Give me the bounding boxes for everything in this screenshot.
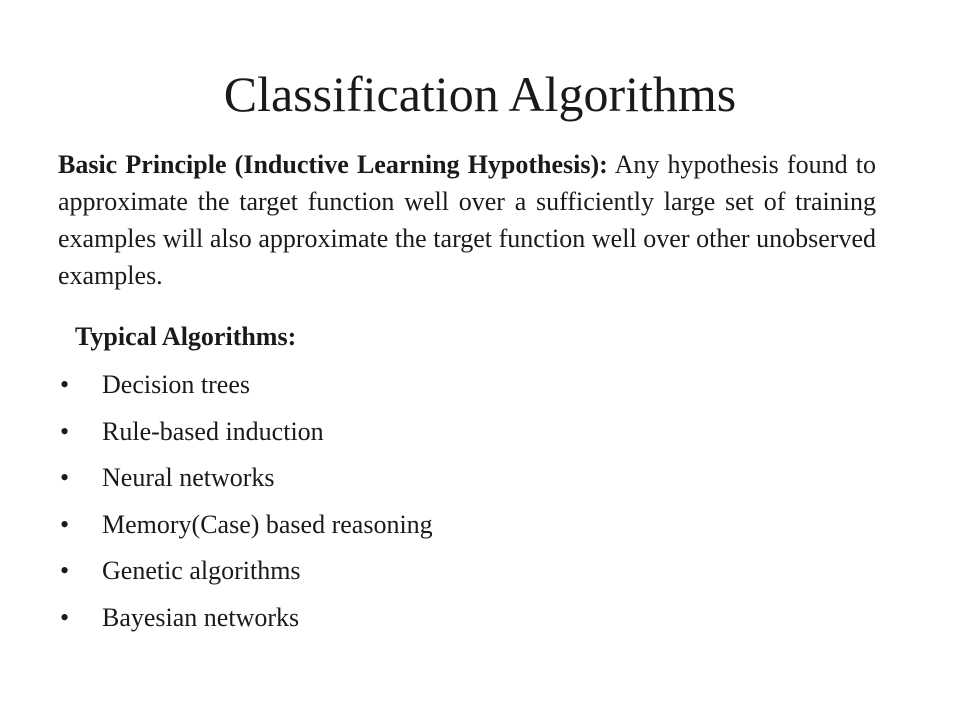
- algorithm-label: Genetic algorithms: [102, 556, 301, 585]
- algorithm-label: Neural networks: [102, 463, 275, 492]
- algorithm-label: Decision trees: [102, 370, 251, 399]
- bullet-icon: •: [60, 463, 70, 492]
- principle-body: Any hypothesis found to approximate the target function well over a sufficiently large set of training examples will also approximate the target function well over other unobserved examples.: [58, 150, 876, 290]
- algorithm-label: Memory(Case) based reasoning: [102, 509, 433, 539]
- principle-lead: Basic Principle (Inductive Learning Hypothesis):: [58, 150, 608, 179]
- principle-paragraph: [58, 146, 876, 294]
- bullet-icon: •: [60, 556, 70, 585]
- bullet-icon: •: [60, 602, 70, 632]
- algorithm-label: Bayesian networks: [102, 602, 300, 632]
- bullet-icon: •: [60, 370, 70, 399]
- bullet-icon: •: [60, 509, 70, 539]
- slide-title: Classification Algorithms: [223, 66, 737, 122]
- bullet-icon: •: [60, 416, 70, 446]
- typical-algorithms-heading: Typical Algorithms:: [75, 322, 297, 351]
- algorithm-label: Rule-based induction: [102, 416, 324, 446]
